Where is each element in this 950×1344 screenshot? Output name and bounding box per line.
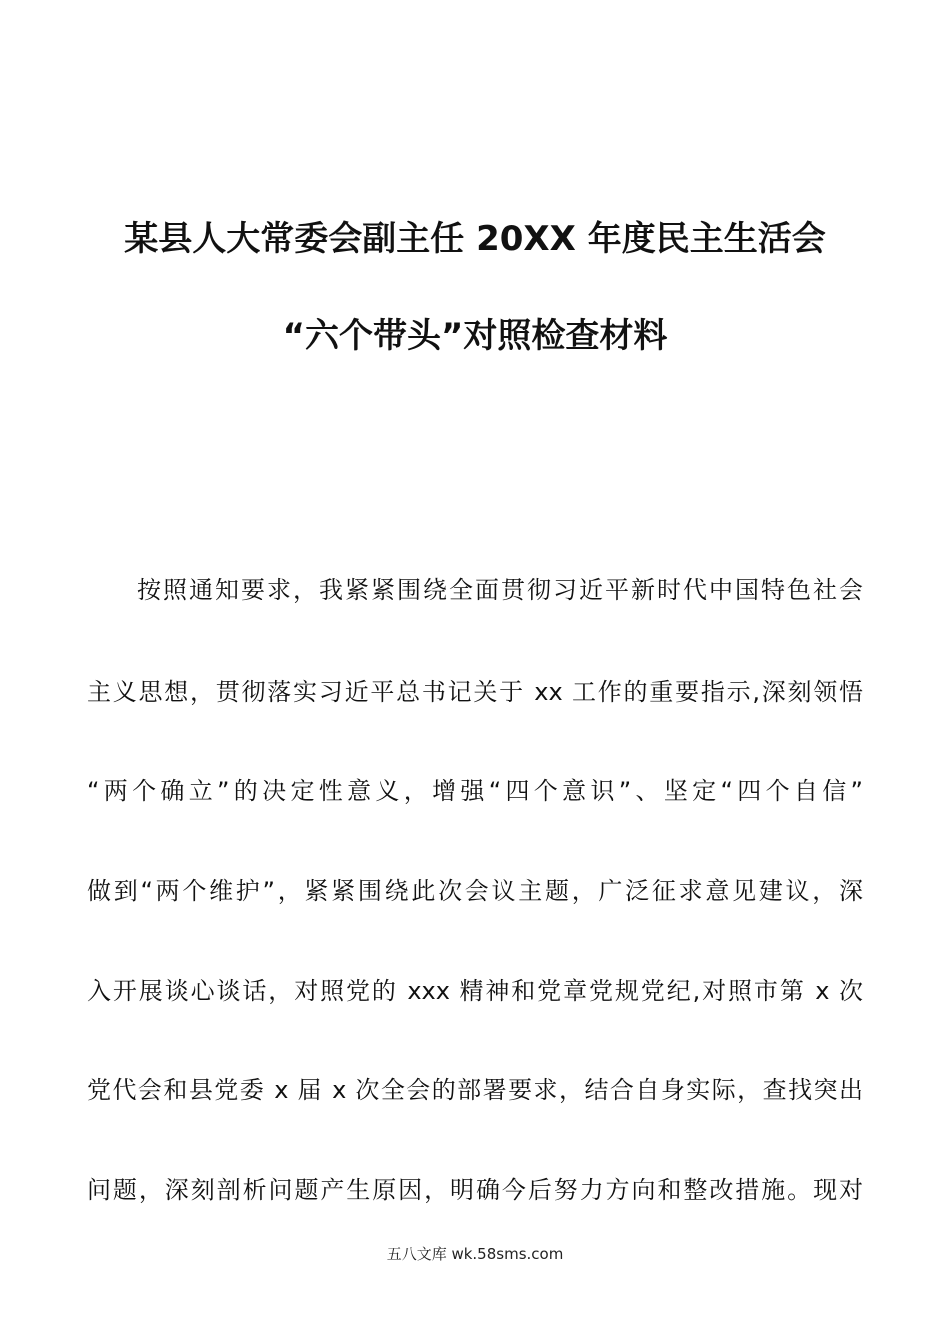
title-line-2: “六个带头”对照检查材料: [282, 316, 668, 356]
body-paragraph-line: 做到“两个维护”，紧紧围绕此次会议主题，广泛征求意见建议，深: [87, 877, 863, 905]
title-line-1: 某县人大常委会副主任 20XX 年度民主生活会: [124, 219, 826, 259]
body-paragraph-line: 按照通知要求，我紧紧围绕全面贯彻习近平新时代中国特色社会: [137, 576, 863, 604]
body-paragraph-line: 入开展谈心谈话，对照党的 xxx 精神和党章党规党纪,对照市第 x 次: [87, 977, 863, 1005]
body-paragraph-line: 问题，深刻剖析问题产生原因，明确今后努力方向和整改措施。现对: [87, 1176, 863, 1204]
body-paragraph-line: 主义思想，贯彻落实习近平总书记关于 xx 工作的重要指示,深刻领悟: [87, 678, 863, 706]
body-paragraph-line: 党代会和县党委 x 届 x 次全会的部署要求，结合自身实际，查找突出: [87, 1076, 863, 1104]
body-paragraph-line: “两个确立”的决定性意义，增强“四个意识”、坚定“四个自信”: [87, 777, 863, 805]
footer-watermark: 五八文库 wk.58sms.com: [386, 1245, 564, 1263]
